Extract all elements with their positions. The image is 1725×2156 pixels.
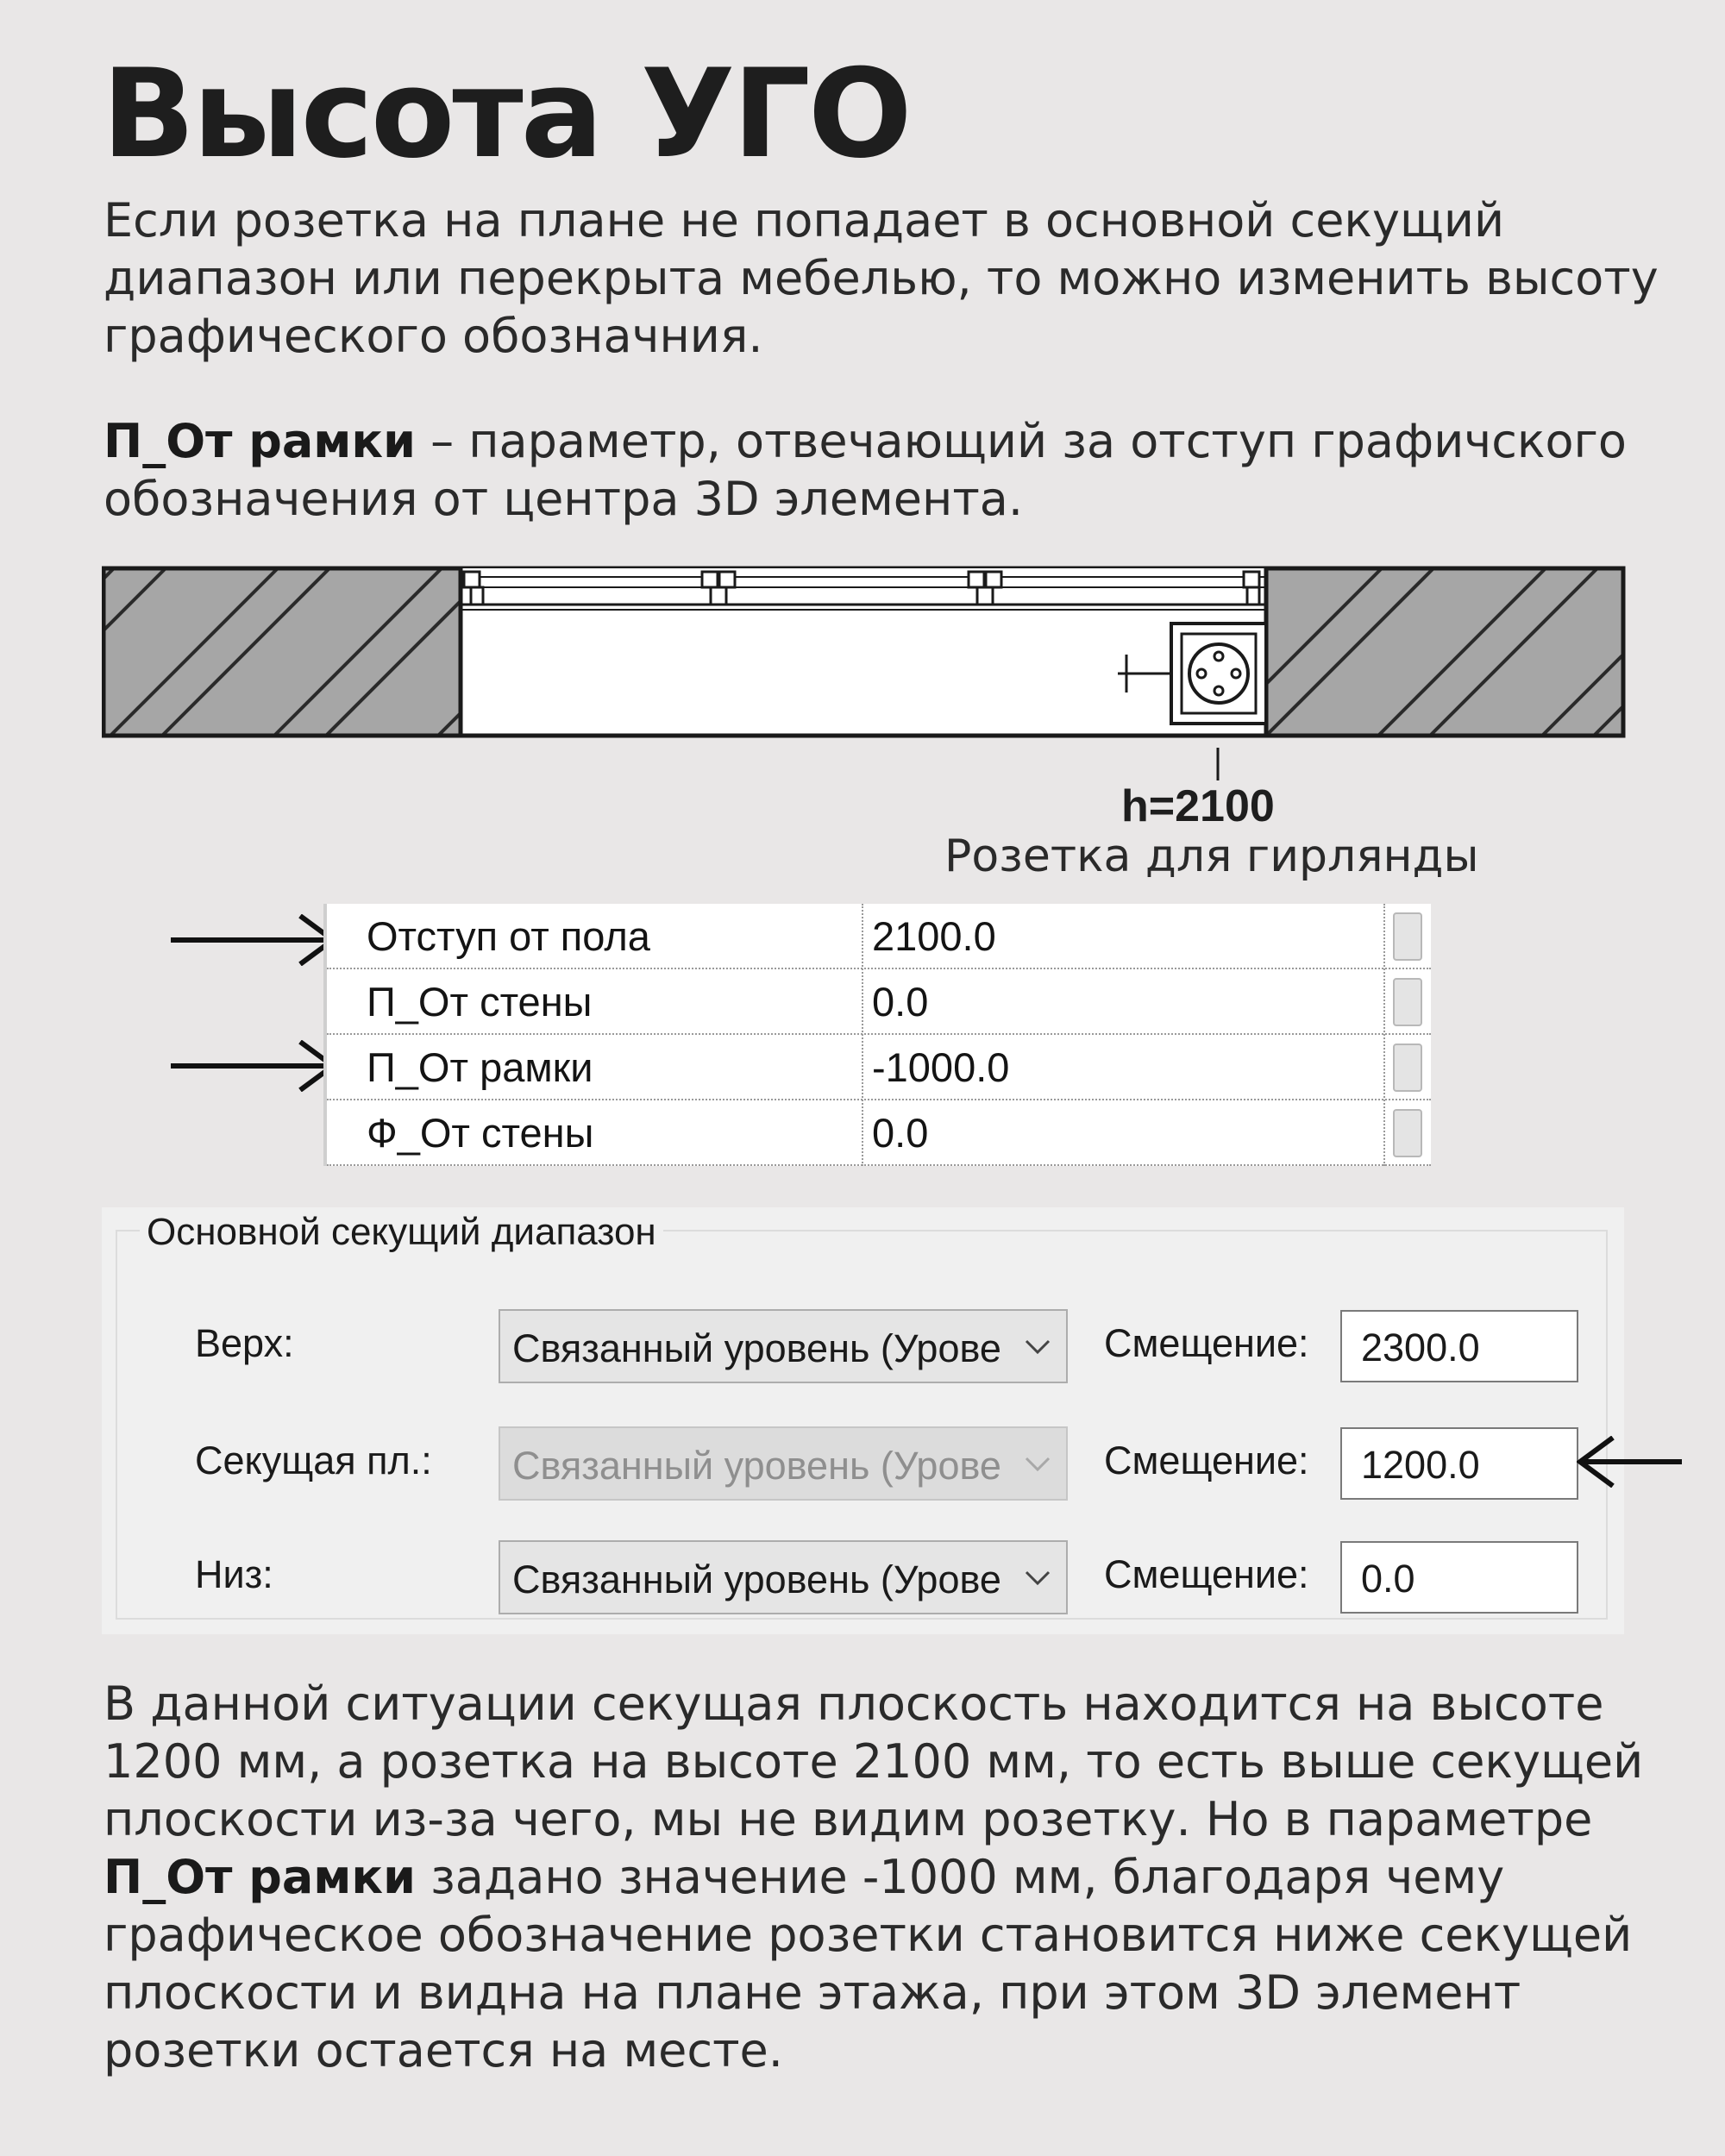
conclusion-paragraph <box>104 1675 1673 2079</box>
arrow-right-icon <box>171 914 343 966</box>
property-button[interactable] <box>1393 978 1422 1026</box>
top-level-select[interactable] <box>499 1309 1068 1383</box>
bottom-level-value: Связанный уровень (Урове <box>512 1557 1001 1601</box>
property-name: П_От рамки <box>367 1044 593 1090</box>
floor-plan-drawing <box>102 565 1627 824</box>
properties-table <box>323 904 1431 1166</box>
bottom-offset-input[interactable] <box>1340 1541 1578 1614</box>
property-row[interactable] <box>327 1035 1431 1100</box>
chevron-down-icon <box>1021 1447 1054 1480</box>
cut-plane-offset-input[interactable] <box>1340 1427 1578 1500</box>
top-offset-input[interactable] <box>1340 1310 1578 1382</box>
intro-paragraph: Если розетка на плане не попадает в основной секущий диапазон или перекрыта мебелью, то можно изменить высоту графического обозначния. <box>104 193 1659 363</box>
property-value[interactable]: 0.0 <box>872 979 929 1025</box>
conclusion-text-2: задано значение -1000 мм, благодаря чему графическое обозначение розетки становится ниже секущей плоскости и видна на плане этажа, при этом 3D элемент розетки остается на месте. <box>104 1850 1633 2078</box>
property-name: Ф_От стены <box>367 1110 594 1156</box>
property-value[interactable]: 0.0 <box>872 1110 929 1156</box>
top-offset-label: Смещение: <box>1104 1321 1309 1365</box>
view-range-panel <box>102 1207 1624 1634</box>
property-value[interactable]: -1000.0 <box>872 1044 1010 1090</box>
property-row[interactable] <box>327 969 1431 1035</box>
top-label: Верх: <box>195 1321 294 1365</box>
bottom-offset-value: 0.0 <box>1361 1557 1415 1601</box>
bottom-label: Низ: <box>195 1552 273 1596</box>
cut-plane-offset-value: 1200.0 <box>1361 1443 1480 1487</box>
top-offset-value: 2300.0 <box>1361 1326 1480 1369</box>
property-row[interactable] <box>327 904 1431 969</box>
parameter-description <box>104 412 1673 528</box>
property-button[interactable] <box>1393 1044 1422 1092</box>
chevron-down-icon <box>1021 1330 1054 1363</box>
chevron-down-icon <box>1021 1561 1054 1594</box>
conclusion-term: П_От рамки <box>104 1850 416 1904</box>
wall-right <box>1214 568 1627 736</box>
bottom-level-select[interactable] <box>499 1540 1068 1614</box>
view-range-legend: Основной секущий диапазон <box>140 1211 663 1254</box>
property-name: Отступ от пола <box>367 913 650 959</box>
top-level-value: Связанный уровень (Урове <box>512 1326 1001 1370</box>
property-row[interactable] <box>327 1100 1431 1166</box>
socket-height-label: h=2100 <box>1121 781 1275 831</box>
arrow-left-icon <box>1577 1436 1684 1488</box>
cut-plane-level-select <box>499 1426 1068 1501</box>
parameter-term: П_От рамки <box>104 414 416 468</box>
property-button[interactable] <box>1393 912 1422 961</box>
parameter-text: – параметр, отвечающий за отступ графичского обозначения от центра 3D элемента. <box>104 414 1627 526</box>
cut-plane-label: Секущая пл.: <box>195 1438 432 1482</box>
conclusion-text-1: В данной ситуации секущая плоскость находится на высоте 1200 мм, а розетка на высоте 2100 мм, то есть выше секущей плоскости из-за чего, мы не видим розетку. Но в параметре <box>104 1677 1644 1846</box>
cut-plane-offset-label: Смещение: <box>1104 1438 1309 1482</box>
arrow-right-icon <box>171 1040 343 1092</box>
socket-name-label: Розетка для гирлянды <box>944 830 1479 882</box>
cut-plane-level-value: Связанный уровень (Урове <box>512 1444 1001 1488</box>
bottom-offset-label: Смещение: <box>1104 1552 1309 1596</box>
property-value[interactable]: 2100.0 <box>872 913 996 959</box>
property-button[interactable] <box>1393 1109 1422 1157</box>
page-title: Высота УГО <box>102 43 910 185</box>
property-name: П_От стены <box>367 979 593 1025</box>
